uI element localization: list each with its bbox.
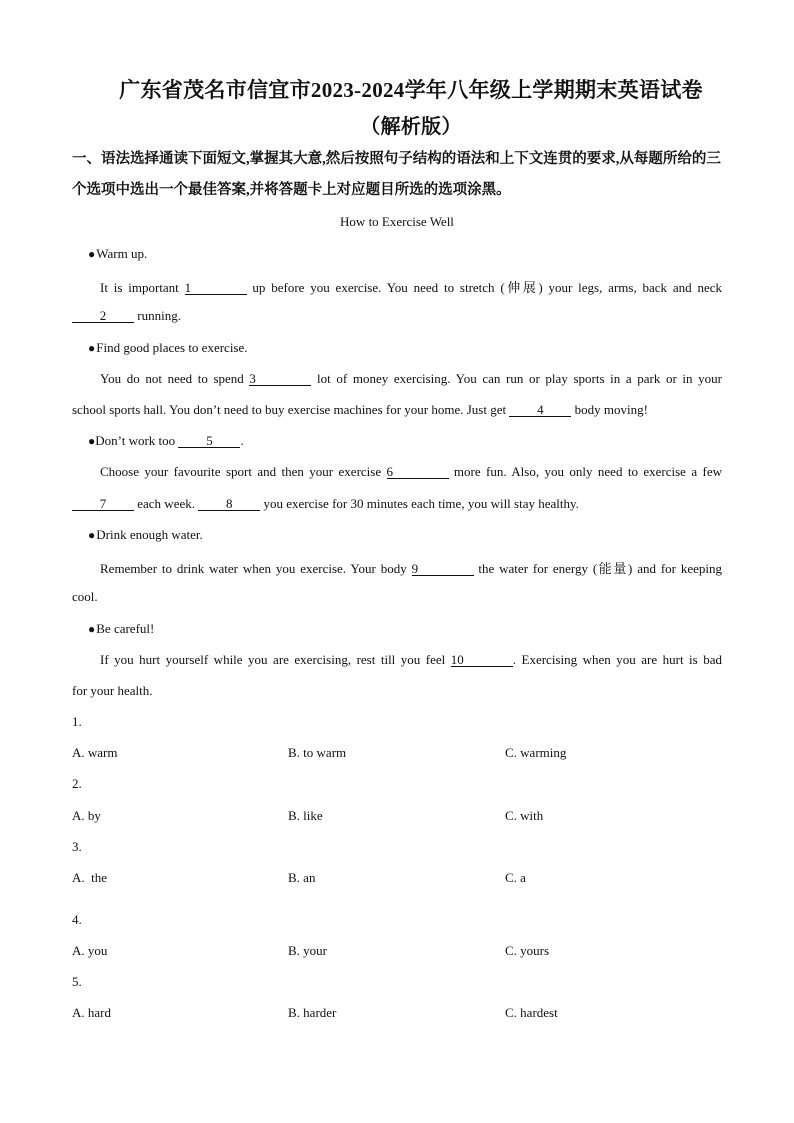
blank-9: 9 <box>412 562 474 576</box>
option-c[interactable]: C. warming <box>505 745 567 760</box>
blank-1: 1 <box>185 281 247 295</box>
section-heading-careful: ● Be careful! <box>88 621 154 637</box>
blank-7: 7 <box>72 497 134 511</box>
passage-line: If you hurt yourself while you are exercising, rest till you feel 10 . Exercising when you are hurt is bad <box>100 652 722 667</box>
blank-10: 10 <box>451 653 513 667</box>
option-c[interactable]: C. with <box>505 808 544 823</box>
option-a[interactable]: A. warm <box>72 745 118 760</box>
passage-line: for your health. <box>72 683 153 698</box>
section-heading-work: ●Don’t work too 5 . <box>88 433 244 448</box>
passage-line: Remember to drink water when you exercise. Your body 9 the water for energy (能量) and for keeping <box>100 561 722 576</box>
blank-6: 6 <box>387 465 449 479</box>
section-instructions: 一、语法选择通读下面短文,掌握其大意,然后按照句子结构的语法和上下文连贯的要求,从每题所给的三个选项中选出一个最佳答案,并将答题卡上对应题目所选的选项涂黑。 <box>72 151 721 198</box>
question-number: 4. <box>72 912 82 927</box>
passage-line: You do not need to spend 3 lot of money exercising. You can run or play sports in a park or in your <box>100 371 722 386</box>
blank-3: 3 <box>249 372 311 386</box>
option-b[interactable]: B. like <box>288 808 323 823</box>
blank-5: 5 <box>178 434 240 448</box>
option-a[interactable]: A. you <box>72 943 108 958</box>
option-a[interactable]: A. by <box>72 808 101 823</box>
section-heading-places: ● Find good places to exercise. <box>88 340 248 356</box>
passage-line: Choose your favourite sport and then your exercise 6 more fun. Also, you only need to exercise a few <box>100 464 723 479</box>
blank-2: 2 <box>72 309 134 323</box>
option-b[interactable]: B. your <box>288 943 327 958</box>
question-number: 3. <box>72 839 82 854</box>
option-b[interactable]: B. harder <box>288 1005 337 1020</box>
passage-line: It is important 1 up before you exercise. You need to stretch (伸展) your legs, arms, back and neck <box>100 280 722 295</box>
blank-4: 4 <box>509 403 571 417</box>
option-a[interactable]: A. the <box>72 870 108 885</box>
passage-line: school sports hall. You don’t need to buy exercise machines for your home. Just get 4 body moving! <box>72 402 648 417</box>
exam-title: 广东省茂名市信宜市2023-2024学年八年级上学期期末英语试卷 <box>119 78 703 102</box>
option-c[interactable]: C. hardest <box>505 1005 558 1020</box>
question-number: 5. <box>72 974 82 989</box>
section-heading-warm-up: ● Warm up. <box>88 246 147 262</box>
question-number: 2. <box>72 776 82 791</box>
blank-8: 8 <box>198 497 260 511</box>
option-b[interactable]: B. to warm <box>288 745 347 760</box>
passage-title: How to Exercise Well <box>340 214 454 229</box>
passage-line: 2 running. <box>72 308 181 324</box>
option-b[interactable]: B. an <box>288 870 316 885</box>
exam-subtitle: （解析版） <box>360 116 462 138</box>
question-number: 1. <box>72 714 82 729</box>
option-c[interactable]: C. a <box>505 870 526 885</box>
section-heading-water: ● Drink enough water. <box>88 527 203 543</box>
option-c[interactable]: C. yours <box>505 943 550 958</box>
option-a[interactable]: A. hard <box>72 1005 111 1020</box>
passage-line: 7 each week. 8 you exercise for 30 minutes each time, you will stay healthy. <box>72 496 579 512</box>
passage-line: cool. <box>72 589 98 604</box>
